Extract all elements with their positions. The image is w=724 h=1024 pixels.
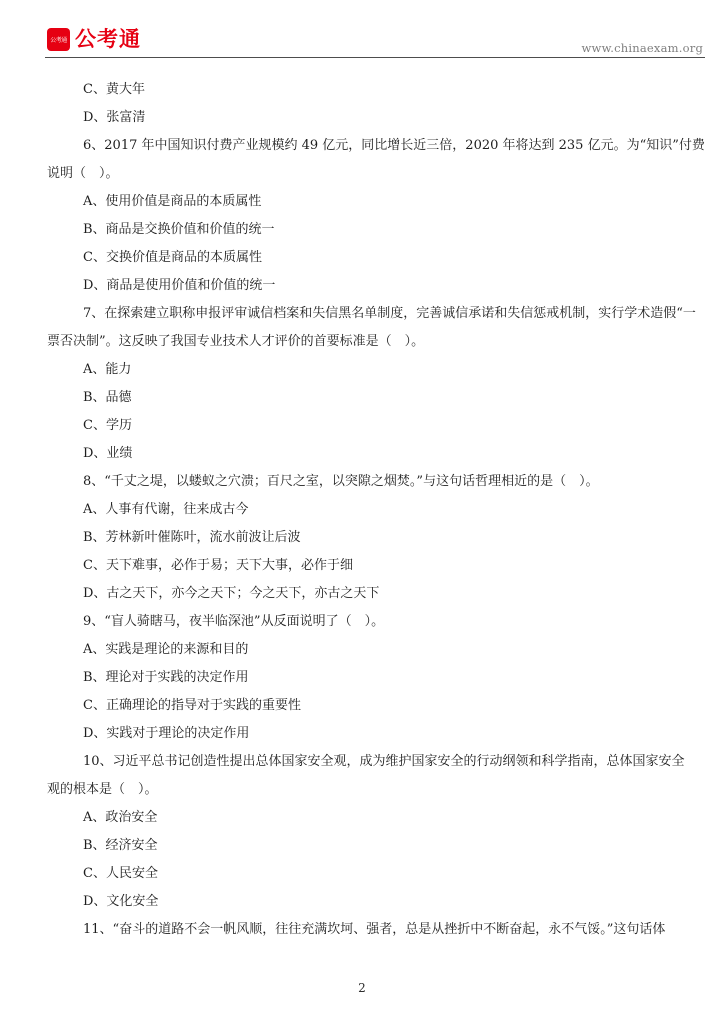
question-10-stem-line-1: 10、习近平总书记创造性提出总体国家安全观，成为维护国家安全的行动纲领和科学指南，总体国家安全 xyxy=(83,754,685,769)
question-6-option-a: A、使用价值是商品的本质属性 xyxy=(83,194,262,209)
question-7-stem-line-1: 7、在探索建立职称申报评审诚信档案和失信黑名单制度，完善诚信承诺和失信惩戒机制，实行学术造假“一 xyxy=(83,306,696,321)
question-7-stem-line-2: 票否决制”。这反映了我国专业技术人才评价的首要标准是（ ）。 xyxy=(47,334,425,349)
question-10-stem-line-2: 观的根本是（ ）。 xyxy=(47,782,158,797)
question-7-option-d: D、业绩 xyxy=(83,446,133,461)
header-divider xyxy=(45,57,705,58)
question-5-option-d: D、张富清 xyxy=(83,110,146,125)
question-6-option-b: B、商品是交换价值和价值的统一 xyxy=(83,222,275,237)
question-9-option-a: A、实践是理论的来源和目的 xyxy=(83,642,249,657)
question-7-option-a: A、能力 xyxy=(83,362,132,377)
question-8-option-a: A、人事有代谢，往来成古今 xyxy=(83,502,249,517)
question-6-option-c: C、交换价值是商品的本质属性 xyxy=(83,250,262,265)
gongkaotong-logo-badge-icon: 公考通 xyxy=(47,28,70,51)
gongkaotong-logo-text: 公考通 xyxy=(75,27,141,51)
site-logo xyxy=(47,28,141,51)
question-10-option-d: D、文化安全 xyxy=(83,894,159,909)
question-5-option-c: C、黄大年 xyxy=(83,82,145,97)
question-9-stem: 9、“盲人骑瞎马，夜半临深池”从反面说明了（ ）。 xyxy=(83,614,385,629)
question-6-stem-line-1: 6、2017 年中国知识付费产业规模约 49 亿元，同比增长近三倍，2020 年将达到 235 亿元。为“知识”付费 xyxy=(83,138,705,153)
question-8-option-b: B、芳林新叶催陈叶，流水前波让后波 xyxy=(83,530,301,545)
document-body xyxy=(47,76,724,944)
page-number: 2 xyxy=(358,981,366,995)
question-6-option-d: D、商品是使用价值和价值的统一 xyxy=(83,278,276,293)
question-6-stem-line-2: 说明（ ）。 xyxy=(47,166,119,181)
question-10-option-c: C、人民安全 xyxy=(83,866,158,881)
question-8-option-c: C、天下难事，必作于易；天下大事，必作于细 xyxy=(83,558,353,573)
question-10-option-b: B、经济安全 xyxy=(83,838,158,853)
question-8-option-d: D、古之天下，亦今之天下；今之天下，亦古之天下 xyxy=(83,586,380,601)
question-9-option-c: C、正确理论的指导对于实践的重要性 xyxy=(83,698,301,713)
website-url: www.chinaexam.org xyxy=(581,41,703,55)
question-8-stem: 8、“千丈之堤，以蝼蚁之穴溃；百尺之室，以突隙之烟焚。”与这句话哲理相近的是（ ）。 xyxy=(83,474,599,489)
question-9-option-b: B、理论对于实践的决定作用 xyxy=(83,670,249,685)
question-7-option-c: C、学历 xyxy=(83,418,132,433)
question-11-stem-line-1: 11、“奋斗的道路不会一帆风顺，往往充满坎坷、强者，总是从挫折中不断奋起，永不气馁。”这句话体 xyxy=(83,922,666,937)
question-9-option-d: D、实践对于理论的决定作用 xyxy=(83,726,250,741)
question-7-option-b: B、品德 xyxy=(83,390,132,405)
question-10-option-a: A、政治安全 xyxy=(83,810,158,825)
